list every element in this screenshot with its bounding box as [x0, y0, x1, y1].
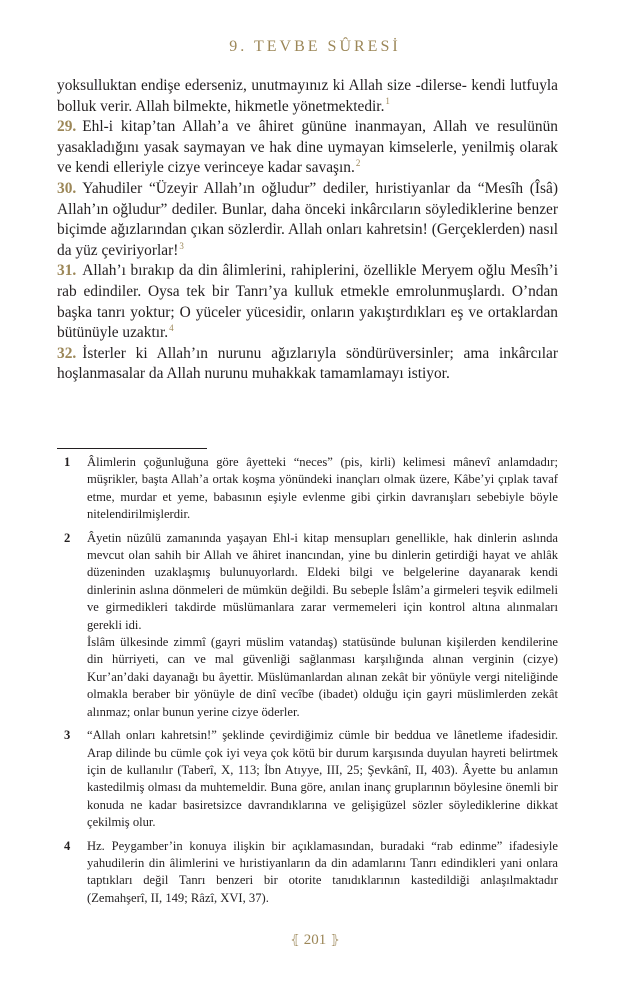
footnote-ref[interactable]: 4 — [169, 323, 174, 333]
continued-verse — [57, 76, 558, 117]
footnote-text: Âlimlerin çoğunluğuna göre âyetteki “neces” (pis, kirli) kelimesi mânevî anlamdadır; müşrikler, başta Allah’a ortak koşma yönündeki inançları olmak üzere, Kâbe’yi çıplak tavaf etme, murdar et yeme, babasının eşiyle evlenme gibi çirkin davranışları sebebiyle böyle nitelendirilmişlerdir. — [87, 455, 558, 522]
verse-text: Allah’ı bırakıp da din âlimlerini, rahiplerini, özellikle Meryem oğlu Mesîh’i rab edindiler. Oysa tek bir Tanrı’ya kulluk etmekle emrolunmuşlardı. O’ndan başka tanrı yoktur; O yüceler yücesidir, onların yakıştırdıkları eş ve ortaklardan bütünüyle uzaktır. — [57, 262, 558, 342]
footnote-text: Hz. Peygamber’in konuya ilişkin bir açıklamasından, buradaki “rab edinme” ifadesiyle yahudilerin din âlimlerini ve hıristiyanların da din adamlarını Tanrı edindikleri yani onlara taptıkları değil Tanrı benzeri bir otorite tanıdıklarının kastedildiği anlaşılmaktadır (Zemahşerî, II, 149; Râzî, XVI, 37). — [87, 838, 558, 905]
footnote-text: “Allah onları kahretsin!” şeklinde çevirdiğimiz cümle bir beddua ve lânetleme ifadesidir. Arap dilinde bu cümle çok iyi veya çok kötü bir durum karşısında duyulan hayreti belirtmek için de kullanılır (Taberî, X, 113; İbn Atıyye, III, 25; Şevkânî, II, 403). Âyette bu anlamın kastedilmiş olması da muhtemeldir. Buna göre, anılan inanç gruplarının böylesine önemli bir konuda ne kadar basiretsizce davrandıklarına ve gelişigüzel sözler söylediklerine dikkat çekilmiş olur. — [87, 728, 558, 830]
footnote-number: 2 — [64, 530, 71, 545]
footnote-text: İslâm ülkesinde zimmî (gayri müslim vatandaş) statüsünde bulunan kişilerden kendilerine din hürriyeti, can ve mal güvenliği sağlanması karşılığında alınan verginin (cizye) Kur’an’daki dayanağı bu âyettir. Müslümanlardan alınan zekât bir yönüyle vergi niteliğinde olmakla beraber bir yönüyle de dinî vecîbe (ibadet) olduğu için gayri müslimlerden zekât alınmaz; onlar bunun yerine cizye öderler. — [87, 635, 558, 719]
footnote-divider — [57, 448, 207, 449]
footnotes-block — [57, 454, 558, 913]
continued-verse-text: yoksulluktan endişe ederseniz, unutmayınız ki Allah size -dilerse- kendi lutfuyla bolluk verir. Allah bilmekte, hikmetle yönetmektedir. — [57, 77, 558, 115]
footnote-text: Âyetin nüzûlü zamanında yaşayan Ehl-i kitap mensupları genellikle, hak dinlerin aslında mevcut olan sahih bir Allah ve âhiret inancından, yine bu dinlerin getirdiği hayat ve ahlâk düzeninden uzaklaşmış bulunuyorlardı. Eldeki bilgi ve belgelerine dayanarak kendi dinlerinin aslına dönmeleri de mümkün değildi. Bu sebeple İslâm’a girmeleri teşvik edilmeli ve girmedikleri takdirde müslümanlara zarar vermemeleri için kontrol altına alınmaları gerekli idi. — [87, 530, 558, 632]
footnote-4 — [57, 838, 558, 908]
ornament-left-icon: ⦃ — [290, 932, 300, 947]
footnote-ref[interactable]: 2 — [355, 158, 361, 169]
verse-text: Yahudiler “Üzeyir Allah’ın oğludur” dediler, hıristiyanlar da “Mesîh (Îsâ) Allah’ın oğludur” dediler. Bunlar, daha önceki inkârcıların söylediklerine benzer biçimde ağızlarından çıkan sözlerdir. Allah onları kahretsin! (Gerçeklerden) nasıl da yüz çeviriyorlar! — [57, 179, 558, 259]
verse-text-block — [57, 76, 558, 385]
footnote-number: 4 — [64, 838, 71, 853]
verse-text: İsterler ki Allah’ın nurunu ağızlarıyla söndürüversinler; ama inkârcılar hoşlanmasalar da Allah nurunu muhakkak tamamlamayı istiyor. — [57, 344, 558, 383]
footnote-2 — [57, 530, 558, 721]
footnote-ref[interactable]: 1 — [385, 96, 390, 107]
page-footer — [0, 932, 630, 949]
footnote-number: 1 — [64, 455, 71, 469]
verse-31 — [57, 261, 558, 343]
verse-text: Ehl-i kitap’tan Allah’a ve âhiret gününe inanmayan, Allah ve resulünün yasakladığını yasak saymayan ve hak dine uymayan kimselerle, yenilmiş olarak ve kendi elleriyle cizye verinceye kadar savaşın. — [57, 118, 558, 177]
footnote-1 — [57, 454, 558, 524]
verse-number: 32. — [57, 344, 77, 362]
running-header: 9. TEVBE SÛRESİ — [229, 38, 401, 55]
page-number: 201 — [303, 932, 327, 948]
footnote-number: 3 — [64, 728, 71, 743]
footnote-ref[interactable]: 3 — [179, 240, 184, 251]
verse-30 — [57, 179, 558, 261]
verse-29 — [57, 117, 558, 179]
verse-number: 29. — [57, 118, 77, 136]
verse-number: 30. — [57, 179, 77, 197]
verse-32 — [57, 344, 558, 385]
ornament-right-icon: ⦄ — [330, 932, 340, 947]
footnote-3 — [57, 727, 558, 831]
verse-number: 31. — [57, 262, 77, 280]
